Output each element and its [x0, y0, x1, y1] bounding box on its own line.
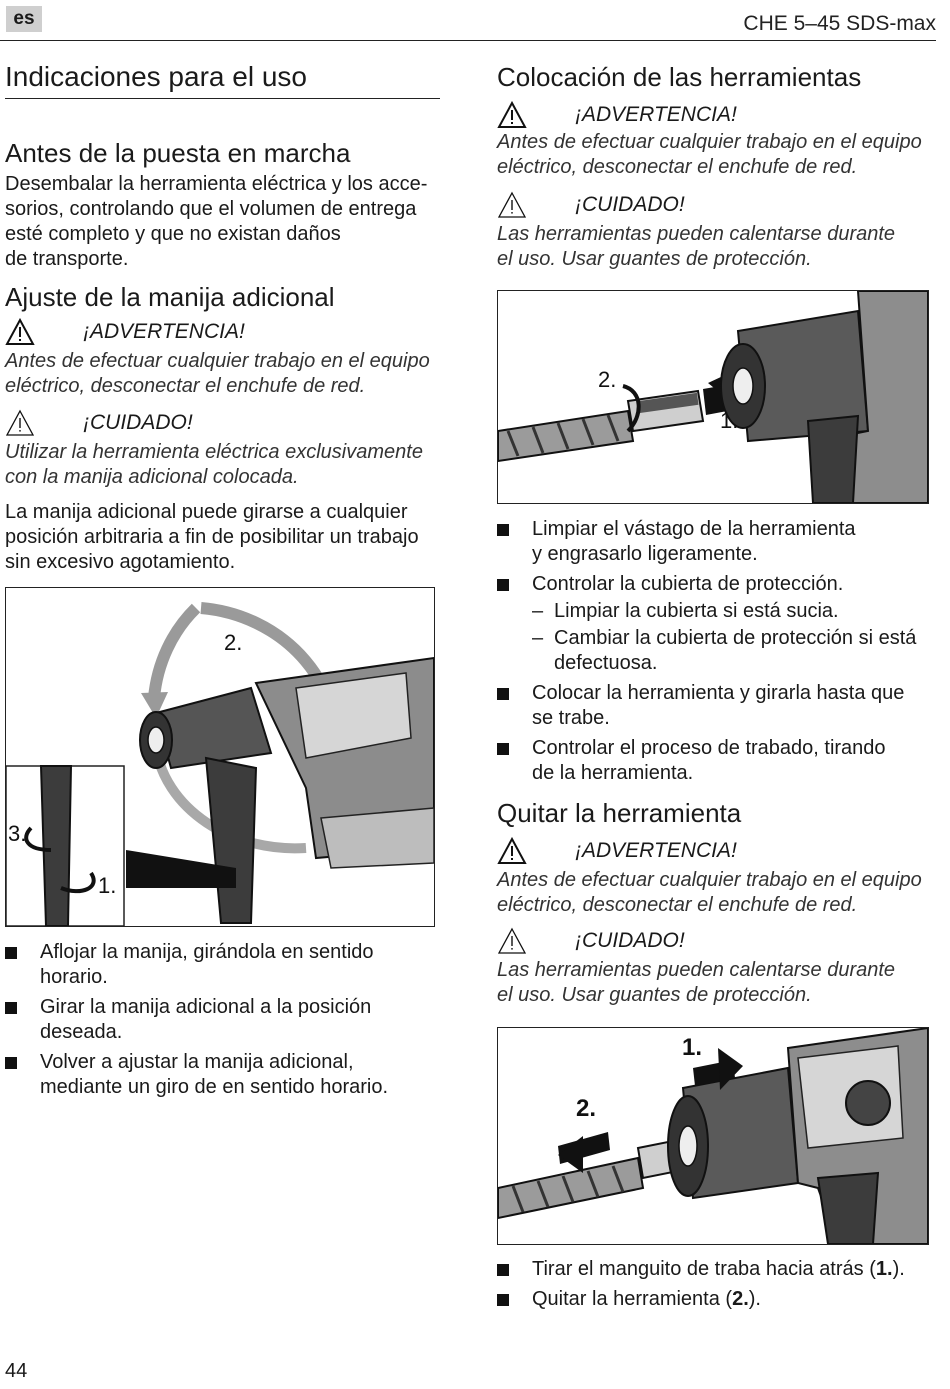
- list-item: Tirar el manguito de traba hacia atrás (1.).: [497, 1257, 937, 1282]
- figure-label-1: 1.: [682, 1034, 703, 1061]
- sub-list-item: – Limpiar la cubierta si está sucia.: [532, 600, 839, 622]
- figure-label-2: 2.: [598, 367, 617, 392]
- caution-triangle-icon: [497, 927, 527, 955]
- caution-triangle-icon: [497, 191, 527, 219]
- list-item: Controlar el proceso de trabado, tirando de la herramienta.: [497, 736, 937, 786]
- caution-block: ¡CUIDADO! Las herramientas pueden calentarse durante el uso. Usar guantes de protección.: [497, 193, 896, 270]
- warning-block: ¡ADVERTENCIA! Antes de efectuar cualquier trabajo en el equipo eléctrico, desconectar el enchufe de red.: [5, 320, 430, 397]
- warning-label: ¡ADVERTENCIA!: [575, 103, 737, 126]
- list-item: Quitar la herramienta (2.).: [497, 1287, 937, 1312]
- section-title-insert-tool: Colocación de las herramientas: [497, 62, 862, 92]
- warning-block: ¡ADVERTENCIA! Antes de efectuar cualquier trabajo en el equipo eléctrico, desconectar el enchufe de red.: [497, 839, 922, 916]
- page-number: 44: [5, 1360, 28, 1382]
- list-item: Limpiar el vástago de la herramienta y engrasarlo ligeramente.: [497, 517, 937, 567]
- square-bullet-icon: [5, 947, 17, 959]
- handle-description: La manija adicional puede girarse a cualquier posición arbitraria a fin de posibilitar un trabajo sin excesivo agotamiento.: [5, 501, 419, 573]
- square-bullet-icon: [497, 1264, 509, 1276]
- figure-label-2: 2.: [576, 1095, 597, 1122]
- list-item: Aflojar la manija, girándola en sentido horario.: [5, 940, 441, 990]
- square-bullet-icon: [497, 743, 509, 755]
- caution-label: ¡CUIDADO!: [575, 193, 685, 216]
- caution-label: ¡CUIDADO!: [575, 929, 685, 952]
- list-item: Colocar la herramienta y girarla hasta que se trabe.: [497, 681, 937, 731]
- model-title: CHE 5–45 SDS-max: [743, 12, 936, 35]
- header-rule: [0, 40, 936, 41]
- startup-text: Desembalar la herramienta eléctrica y los acce- sorios, controlando que el volumen de entrega esté completo y que no existan daños de transporte.: [5, 173, 428, 270]
- section-title-handle: Ajuste de la manija adicional: [5, 282, 335, 312]
- warning-label: ¡ADVERTENCIA!: [575, 839, 737, 862]
- list-item: Girar la manija adicional a la posición deseada.: [5, 995, 441, 1045]
- section-title-before-startup: Antes de la puesta en marcha: [5, 138, 351, 168]
- list-item: Controlar la cubierta de protección. – Limpiar la cubierta si está sucia. – Cambiar la cubierta de protección si está defectuosa.: [497, 572, 937, 676]
- removal-steps: [497, 1257, 937, 1317]
- caution-block: ¡CUIDADO! Utilizar la herramienta eléctrica exclusivamente con la manija adicional colocada.: [5, 411, 423, 488]
- tool-removal-figure: [497, 1027, 929, 1245]
- handle-steps: [5, 940, 441, 1105]
- caution-label: ¡CUIDADO!: [83, 411, 193, 434]
- page-heading: Indicaciones para el uso: [5, 61, 307, 92]
- language-badge: es: [6, 6, 42, 32]
- heading-rule: [5, 98, 440, 99]
- warning-triangle-icon: [497, 101, 527, 129]
- square-bullet-icon: [497, 688, 509, 700]
- square-bullet-icon: [5, 1057, 17, 1069]
- hammer-handle-illustration: [6, 588, 434, 926]
- dash-mark: –: [532, 627, 544, 649]
- tool-insertion-figure: [497, 290, 929, 504]
- figure-label-1: 1.: [98, 873, 117, 898]
- square-bullet-icon: [497, 579, 509, 591]
- square-bullet-icon: [5, 1002, 17, 1014]
- tool-insertion-illustration: [498, 291, 928, 503]
- warning-triangle-icon: [5, 318, 35, 346]
- figure-label-3: 3.: [8, 821, 27, 846]
- dash-mark: –: [532, 600, 544, 622]
- list-item: Volver a ajustar la manija adicional, mediante un giro de en sentido horario.: [5, 1050, 441, 1100]
- square-bullet-icon: [497, 524, 509, 536]
- figure-label-1: 1.: [720, 408, 739, 433]
- handle-adjustment-figure: [5, 587, 435, 927]
- tool-removal-illustration: [498, 1028, 928, 1244]
- square-bullet-icon: [497, 1294, 509, 1306]
- section-title-remove-tool: Quitar la herramienta: [497, 798, 742, 828]
- warning-block: ¡ADVERTENCIA! Antes de efectuar cualquier trabajo en el equipo eléctrico, desconectar el enchufe de red.: [497, 103, 922, 178]
- insertion-steps: [497, 517, 937, 791]
- sub-list-item: – Cambiar la cubierta de protección si está defectuosa.: [532, 627, 917, 674]
- warning-label: ¡ADVERTENCIA!: [83, 320, 245, 343]
- caution-triangle-icon: [5, 409, 35, 437]
- caution-block: ¡CUIDADO! Las herramientas pueden calentarse durante el uso. Usar guantes de protección.: [497, 929, 896, 1006]
- figure-label-2: 2.: [224, 630, 243, 655]
- warning-triangle-icon: [497, 837, 527, 865]
